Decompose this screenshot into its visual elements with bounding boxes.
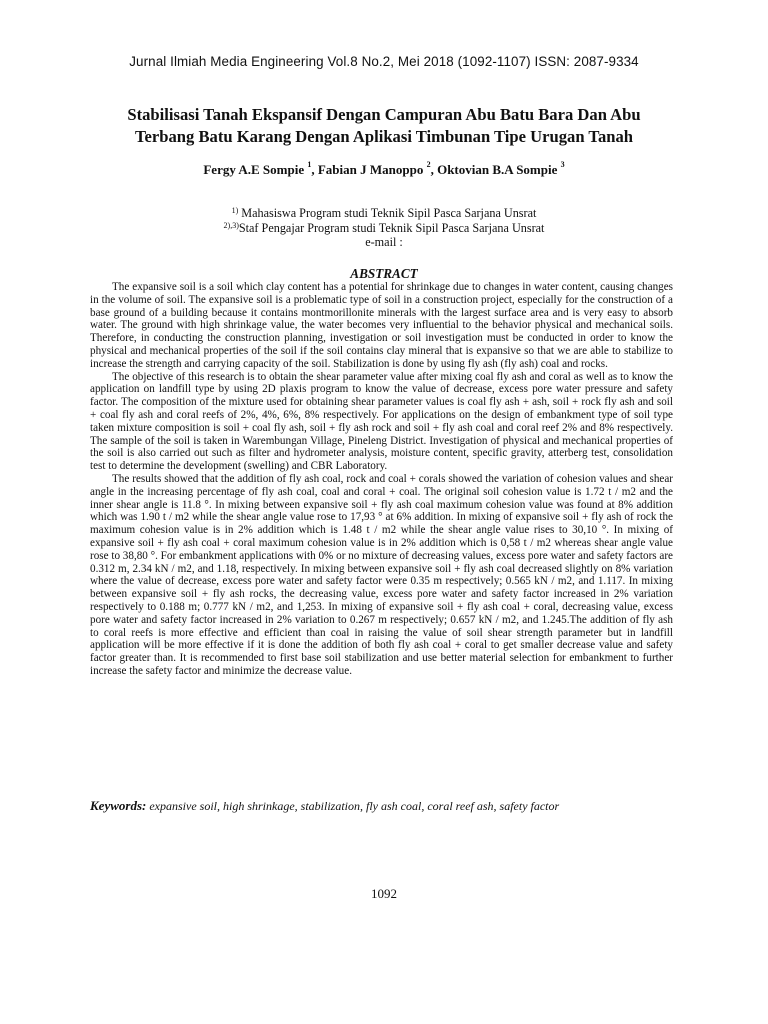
- affiliation-1: $^{1)}$ Mahasiswa Program studi Teknik Sipil Pasca Sarjana Unsrat: [231, 206, 537, 220]
- affiliation-2: $^{2),3)}$Staf Pengajar Program studi Teknik Sipil Pasca Sarjana Unsrat: [223, 220, 545, 235]
- paper-title: [60, 104, 708, 148]
- keywords-label: Keywords:: [90, 798, 147, 813]
- abstract-paragraph: The objective of this research is to obtain the shear parameter value after mixing coal fly ash and coral as well as to know the application on landfill type by using 2D plaxis program to know the value of decrease, excess pore water pressure and safety factor. The composition of the mixture used for obtaining shear parameter values is coal fly ash + ash, soil + rock fly ash and soil + coal fly ash and coral reefs of 2%, 4%, 6%, 8% respectively. For applications on the design of embankment type of soil type taken mixture composition is soil + coal fly ash, soil + fly ash rock and soil + fly ash coal and coral reef 2% and 8% respectively. The sample of the soil is taken in Warembungan Village, Pineleng District. Investigation of physical and mechanical properties of the soil is also carried out such as filter and hydrometer analysis, moisture content, specific gravity, atterberg test, consolidation test to determine the development (swelling) and CBR Laboratory.: [90, 370, 673, 473]
- author-1: Fergy A.E Sompie $^1$,: [203, 160, 318, 177]
- page-number: 1092: [371, 886, 397, 901]
- author-2: Fabian J Manoppo $^2$,: [317, 160, 438, 177]
- keywords: [90, 798, 690, 814]
- journal-header: Jurnal Ilmiah Media Engineering Vol.8 No.2, Mei 2018 (1092-1107) ISSN: 2087-9334: [129, 54, 639, 69]
- keywords-text: expansive soil, high shrinkage, stabilization, fly ash coal, coral reef ash, safety factor: [146, 799, 560, 813]
- title-line-2: Terbang Batu Karang Dengan Aplikasi Timbunan Tipe Urugan Tanah: [134, 127, 633, 146]
- title-line-1: Stabilisasi Tanah Ekspansif Dengan Campuran Abu Batu Bara Dan Abu: [127, 105, 641, 124]
- affiliations: [0, 206, 768, 250]
- email-line: e-mail :: [365, 235, 403, 249]
- abstract-body: [90, 281, 673, 678]
- abstract-paragraph: The expansive soil is a soil which clay content has a potential for shrinkage due to changes in water content, causing changes in the volume of soil. The expansive soil is a problematic type of soil in a construction project, especially for the construction of a base ground of a building because it contains montmorillonite minerals with the largest surface area and is very easy to absorb water. The ground with high shrinkage value, the water becomes very influential to the behavior physical and mechanical soils. Therefore, in conducting the construction planning, investigation or soil investigation must be conducted in order to know the physical and mechanical properties of the soil if the soil contains clay mineral that is expansive so that we are able to stabilize to increase the strength and carrying capacity of the soil. Stabilization is done by using fly ash (fly ash) coal and rocks.: [90, 281, 673, 370]
- abstract-heading: ABSTRACT: [350, 266, 418, 281]
- abstract-paragraph: The results showed that the addition of fly ash coal, rock and coal + corals showed the variation of cohesion values and shear angle in the increasing percentage of fly ash coal, coal and coral + coal. The original soil cohesion value is 1.72 t / m2 and the inner shear angle is 11.8 °. In mixing between expansive soil + fly ash coal maximum cohesion value was found at 8% addition which was 1.90 t / m2 while the shear angle value rose to 17,93 ° at 6% addition. In mixing of expansive soil + fly ash of rock the maximum cohesion value is in 2% addition which is 1.48 t / m2 while the shear angle value rises to 30,10 °. In mixing of expansive soil + fly ash coal + coral maximum cohesion value is in 2% addition which is 0,58 t / m2 whereas shear angle value rose to 38,80 °. For embankment applications with 0% or no mixture of decreasing values, excess pore water and safety factors are 0.312 m, 2.34 kN / m2, and 1.18, respectively. In mixing between expansive soil + fly ash coal decreased slightly on 8% variation where the value of decrease, excess pore water and safety factor were 0.35 m respectively; 0.565 kN / m2, and 1.117. In mixing between expansive soil + fly ash rocks, the decreasing value, excess pore water and safety factor increased in 2% variation respectively to 0.188 m; 0.777 kN / m2, and 1,253. In mixing of expansive soil + fly ash coal + coral, decreasing value, excess pore water and safety factor increased in 2% variation to 0.267 m respectively; 0.657 kN / m2, and 1.245.The addition of fly ash to coral reefs is more effective and efficient than coal in raising the value of soil shear strength parameter but in landfill application will be more effective if it is done the addition of both fly ash coal + coral to get smaller decrease value and safety factor greater than. It is recommended to first base soil stabilization and use better material selection for embankment to further increase the safety factor and minimize the decrease value.: [90, 472, 673, 677]
- author-list: [0, 162, 768, 178]
- author-3: Oktovian B.A Sompie $^3$: [437, 160, 565, 177]
